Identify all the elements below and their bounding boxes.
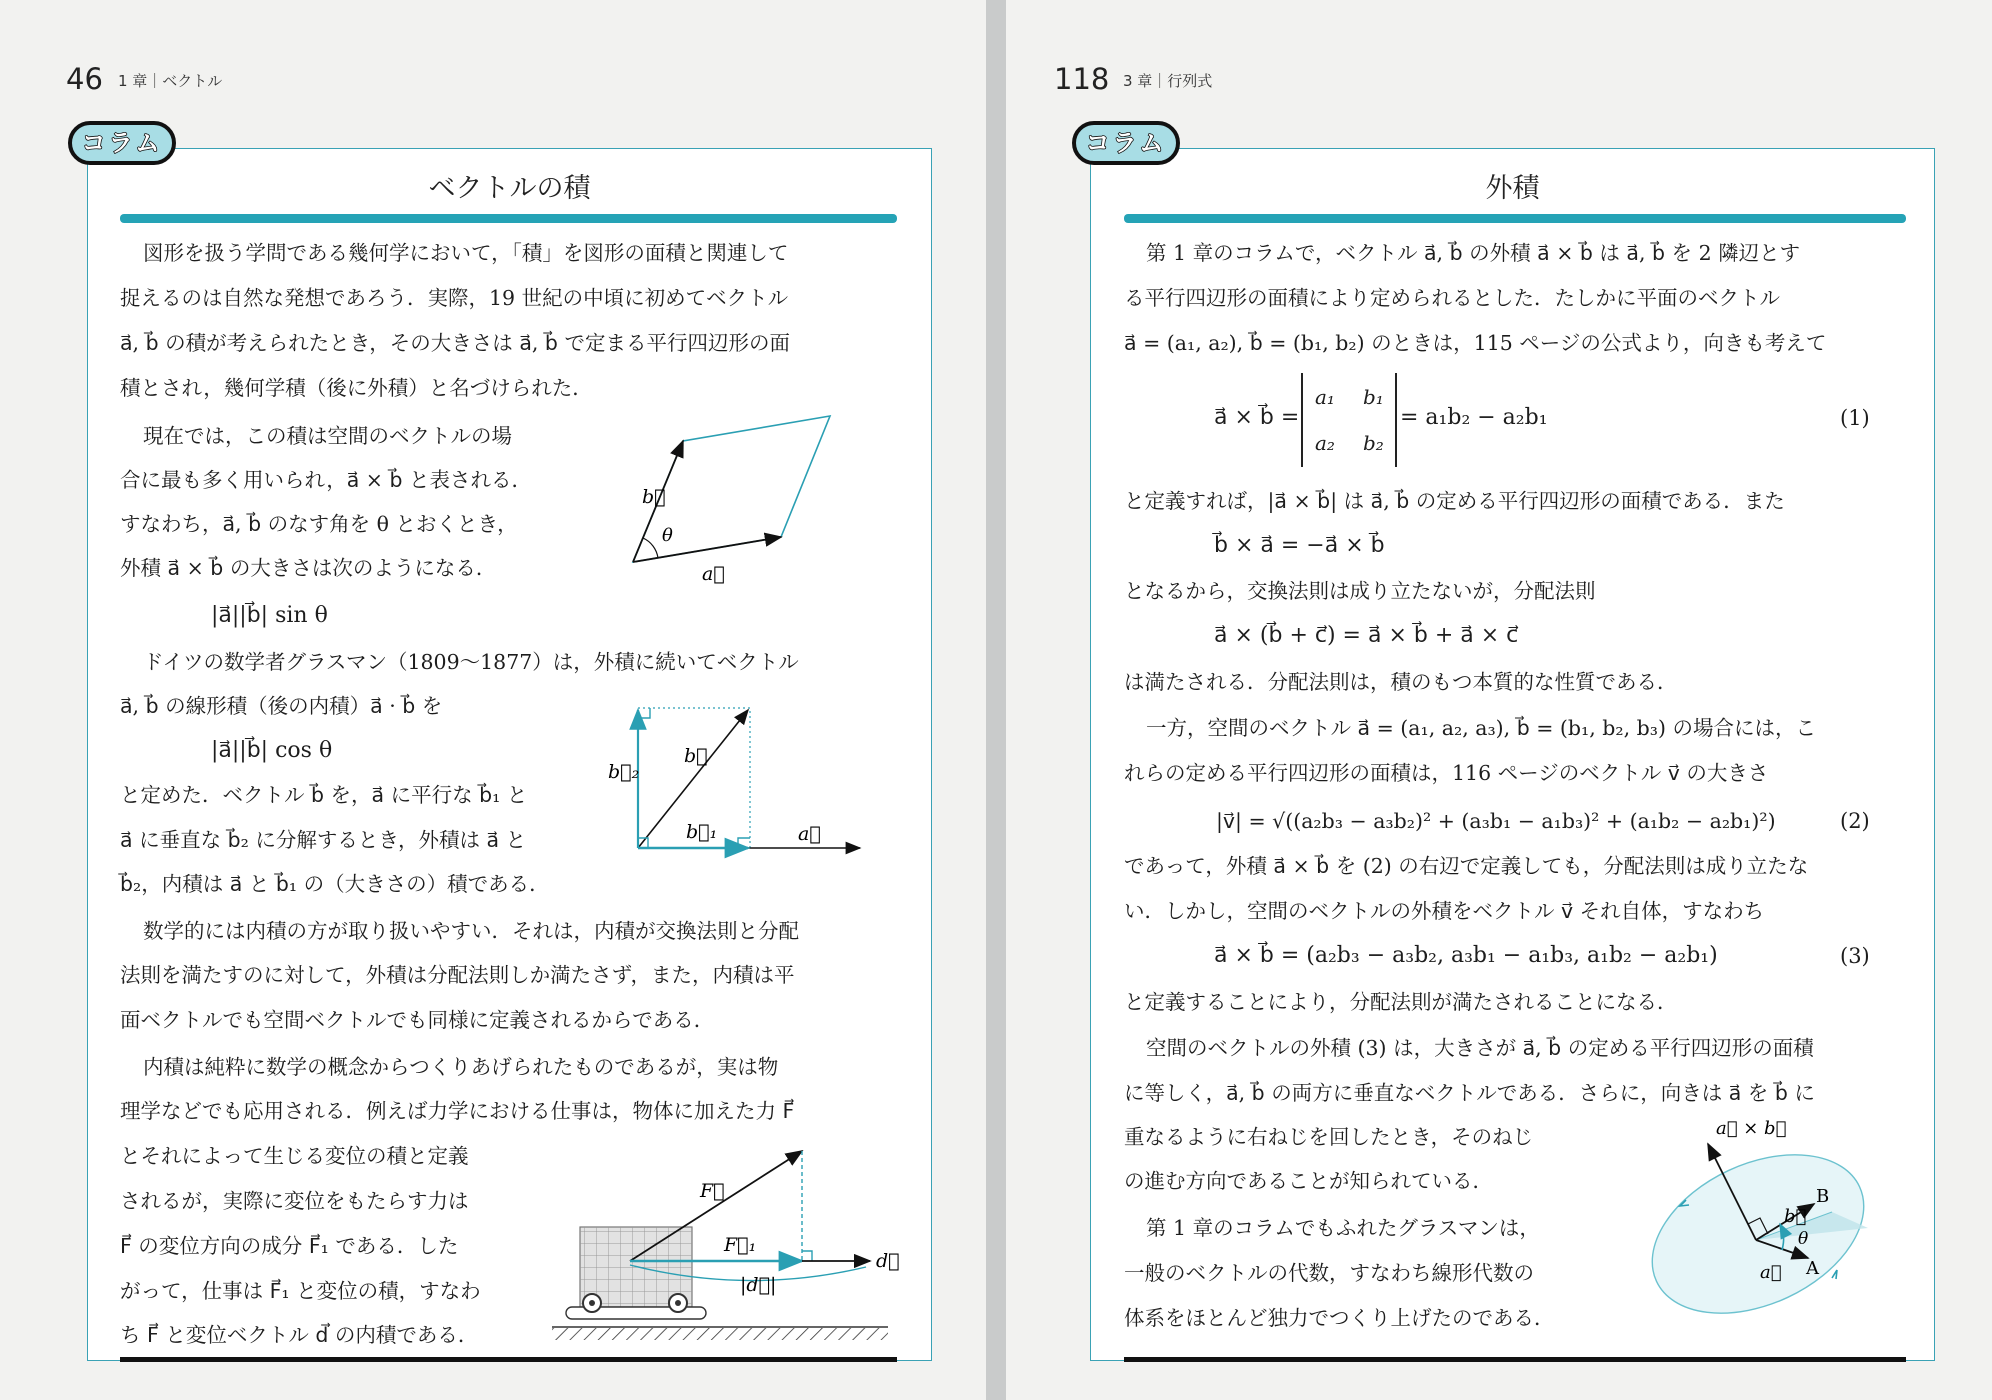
fig-label: b⃗₂ [608, 761, 640, 783]
fig-label: b⃗ [684, 745, 708, 767]
column-title: 外積 [1485, 173, 1540, 204]
text-line: れらの定める平行四辺形の面積は，116 ページのベクトル v⃗ の大きさ [1124, 761, 1769, 785]
title-underline [120, 214, 897, 223]
text-line: 面ベクトルでも空間ベクトルでも同様に定義されるからである． [120, 1008, 715, 1032]
text-line: 数学的には内積の方が取り扱いやすい．それは，内積が交換法則と分配 [143, 919, 799, 943]
page-number: 118 [1054, 62, 1110, 96]
text-line: がって，仕事は F⃗₁ と変位の積，すなわ [120, 1279, 481, 1303]
fig-label: a⃗ × b⃗ [1716, 1118, 1787, 1139]
text-line: 第 1 章のコラムでもふれたグラスマンは， [1146, 1216, 1540, 1240]
text-line: 捉えるのは自然な発想であろう．実際，19 世紀の中頃に初めてベクトル [120, 286, 789, 310]
fig-label: b⃗₁ [686, 821, 718, 843]
matrix-cell: a₁ [1315, 385, 1335, 409]
text-line: に等しく，a⃗, b⃗ の両方に垂直なベクトルである．さらに，向きは a⃗ を b⃗ に [1124, 1081, 1815, 1105]
decomposition-figure [600, 700, 870, 860]
text-line: と定義すれば，|a⃗ × b⃗| は a⃗, b⃗ の定める平行四辺形の面積である．また [1124, 489, 1785, 513]
text-line: されるが，実際に変位をもたらす力は [120, 1189, 469, 1213]
text-line: の進む方向であることが知られている． [1124, 1169, 1493, 1193]
text-line: すなわち，a⃗, b⃗ のなす角を θ とおくとき， [120, 512, 518, 536]
column-badge: コラム [1072, 121, 1180, 165]
fig-label: a⃗ [798, 823, 821, 845]
parallelogram-figure [600, 405, 850, 585]
text-line: a⃗, b⃗ の線形積（後の内積）a⃗ · b⃗ を [120, 694, 443, 718]
title-underline [1124, 214, 1906, 223]
fig-label: A [1806, 1258, 1819, 1279]
chapter-heading: 1 章｜ベクトル [118, 72, 223, 90]
matrix-cell: b₂ [1363, 431, 1384, 455]
text-line: 現在では，この積は空間のベクトルの場 [143, 424, 512, 448]
eq1-lhs: a⃗ × b⃗ = [1214, 405, 1300, 430]
equation-number: (1) [1840, 406, 1870, 430]
matrix-cell: a₂ [1315, 431, 1335, 455]
text-line: 積とされ，幾何学積（後に外積）と名づけられた． [120, 376, 593, 400]
page-number: 46 [66, 62, 103, 96]
formula-cross-components: a⃗ × b⃗ = (a₂b₃ − a₃b₂, a₃b₁ − a₁b₃, a₁b₂ − a₂b₁) [1214, 943, 1718, 968]
determinant [1301, 373, 1397, 467]
formula-sin: |a⃗||b⃗| sin θ [211, 603, 328, 628]
fig-label: a⃗ [1760, 1262, 1782, 1283]
text-line: ドイツの数学者グラスマン（1809〜1877）は，外積に続いてベクトル [143, 650, 799, 674]
fig-label: θ [1798, 1229, 1809, 1249]
text-line: b⃗₂，内積は a⃗ と b⃗₁ の（大きさの）積である． [120, 872, 550, 896]
fig-label: b⃗ [1784, 1206, 1807, 1227]
column-title: ベクトルの積 [428, 173, 591, 204]
chapter-heading: 3 章｜行列式 [1123, 72, 1213, 90]
column-badge: コラム [68, 121, 176, 165]
formula-norm: |v⃗| = √((a₂b₃ − a₃b₂)² + (a₃b₁ − a₁b₃)² + (a₁b₂ − a₂b₁)²) [1216, 809, 1776, 833]
text-line: 第 1 章のコラムで，ベクトル a⃗, b⃗ の外積 a⃗ × b⃗ は a⃗, b⃗ を 2 隣辺とす [1146, 241, 1801, 265]
text-line: 重なるように右ねじを回したとき，そのねじ [1124, 1125, 1534, 1149]
text-line: 法則を満たすのに対して，外積は分配法則しか満たさず，また，内積は平 [120, 963, 795, 987]
fig-label: |d⃗| [740, 1274, 777, 1296]
formula-cos: |a⃗||b⃗| cos θ [211, 738, 333, 763]
fig-label: F⃗₁ [724, 1234, 757, 1256]
fig-label: b⃗ [642, 486, 666, 508]
text-line: であって，外積 a⃗ × b⃗ を (2) の右辺で定義しても，分配法則は成り立たな [1124, 854, 1809, 878]
text-line: とそれによって生じる変位の積と定義 [120, 1144, 469, 1168]
text-line: ち F⃗ と変位ベクトル d⃗ の内積である． [120, 1323, 479, 1347]
formula-distributive: a⃗ × (b⃗ + c⃗) = a⃗ × b⃗ + a⃗ × c⃗ [1214, 623, 1519, 648]
text-line: と定義することにより，分配法則が満たされることになる． [1124, 990, 1678, 1014]
text-line: る平行四辺形の面積により定められるとした．たしかに平面のベクトル [1124, 286, 1780, 310]
text-line: a⃗, b⃗ の積が考えられたとき，その大きさは a⃗, b⃗ で定まる平行四辺形の面 [120, 331, 790, 355]
fig-label: θ [662, 525, 673, 546]
text-line: となるから，交換法則は成り立たないが，分配法則 [1124, 579, 1596, 603]
matrix-cell: b₁ [1363, 385, 1384, 409]
text-line: 合に最も多く用いられ，a⃗ × b⃗ と表される． [120, 468, 533, 492]
equation-number: (2) [1840, 809, 1870, 833]
text-line: 体系をほとんど独力でつくり上げたのである． [1124, 1306, 1555, 1330]
equation-number: (3) [1840, 944, 1870, 968]
fig-label: d⃗ [876, 1250, 900, 1272]
bottom-rule [120, 1357, 897, 1362]
text-line: 理学などでも応用される．例えば力学における仕事は，物体に加えた力 F⃗ [120, 1099, 795, 1123]
text-line: F⃗ の変位方向の成分 F⃗₁ である．した [120, 1234, 459, 1258]
text-line: a⃗ = (a₁, a₂), b⃗ = (b₁, b₂) のときは，115 ページの公式より，向きも考えて [1124, 331, 1827, 355]
text-line: 空間のベクトルの外積 (3) は，大きさが a⃗, b⃗ の定める平行四辺形の面積 [1146, 1036, 1814, 1060]
formula-anticommute: b⃗ × a⃗ = −a⃗ × b⃗ [1214, 533, 1385, 558]
text-line: 外積 a⃗ × b⃗ の大きさは次のようになる． [120, 556, 497, 580]
text-line: 図形を扱う学問である幾何学において，「積」を図形の面積と関連して [143, 241, 789, 265]
work-figure [548, 1135, 900, 1340]
fig-label: B [1816, 1186, 1830, 1207]
fig-label: F⃗ [700, 1180, 725, 1202]
text-line: 一方，空間のベクトル a⃗ = (a₁, a₂, a₃), b⃗ = (b₁, b₂, b₃) の場合には，こ [1146, 716, 1817, 740]
bottom-rule [1124, 1357, 1906, 1362]
text-line: 内積は純粋に数学の概念からつくりあげられたものであるが，実は物 [143, 1055, 779, 1079]
text-line: は満たされる．分配法則は，積のもつ本質的な性質である． [1124, 670, 1678, 694]
screw-figure [1636, 1116, 1876, 1321]
text-line: い．しかし，空間のベクトルの外積をベクトル v⃗ それ自体，すなわち [1124, 899, 1765, 923]
eq1-rhs: = a₁b₂ − a₂b₁ [1400, 405, 1548, 430]
text-line: a⃗ に垂直な b⃗₂ に分解するとき，外積は a⃗ と [120, 828, 527, 852]
text-line: と定めた．ベクトル b⃗ を，a⃗ に平行な b⃗₁ と [120, 783, 528, 807]
fig-label: a⃗ [702, 563, 725, 585]
text-line: 一般のベクトルの代数，すなわち線形代数の [1124, 1261, 1534, 1285]
